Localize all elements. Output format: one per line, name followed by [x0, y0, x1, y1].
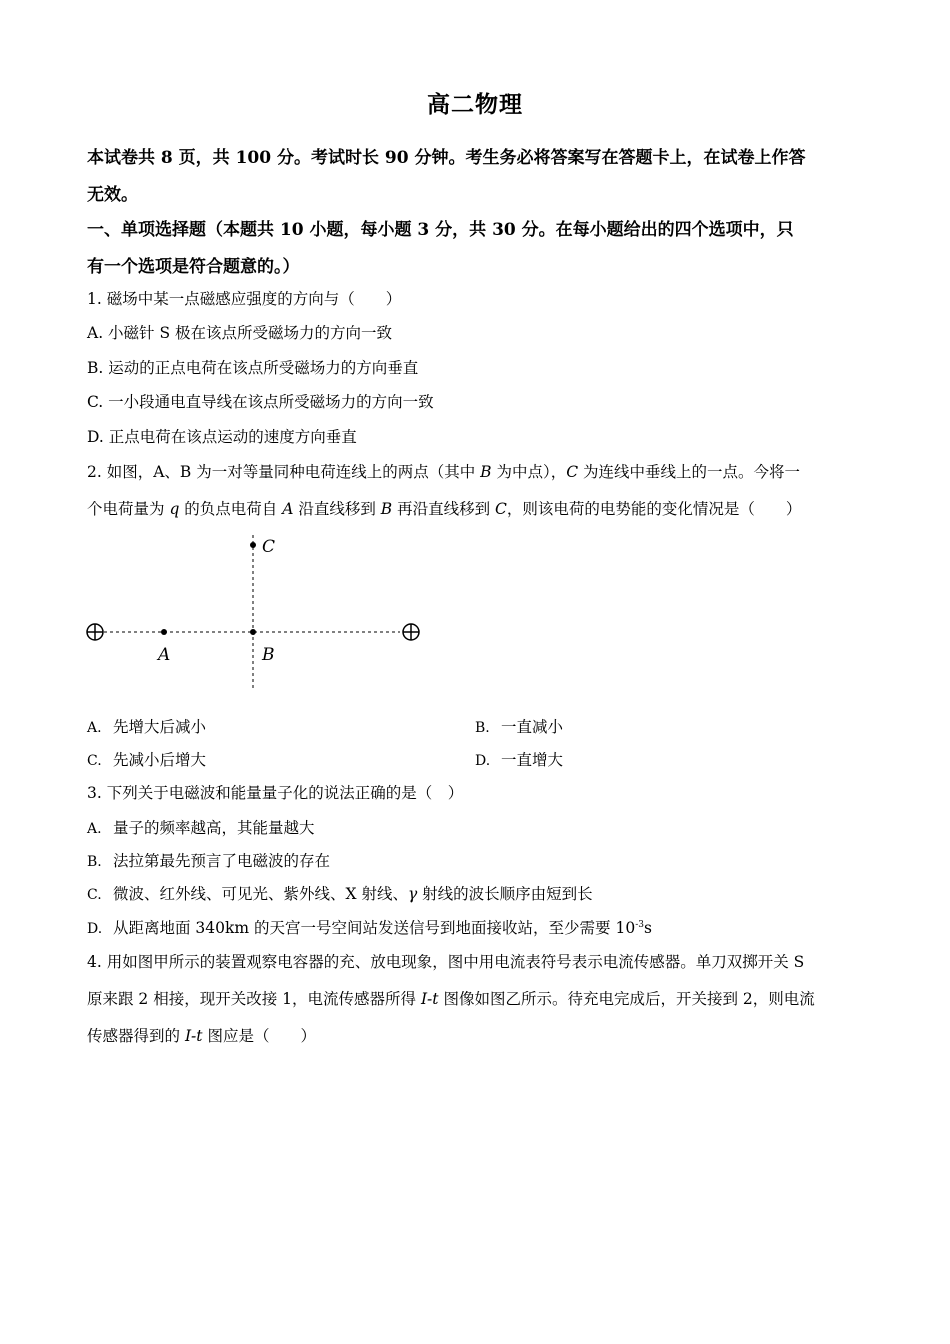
left-positive-charge-icon — [87, 624, 103, 640]
q2-option-a: A. 先增大后减小 — [87, 718, 207, 736]
point-a-dot — [161, 629, 167, 635]
q2-stem-line-1: 2. 如图，A、B 为一对等量同种电荷连线上的两点（其中 B 为中点），C 为连线中垂线上的一点。今将一 — [87, 463, 801, 481]
q1-option-d: D. 正点电荷在该点运动的速度方向垂直 — [87, 428, 357, 446]
q4-stem-line-3: 传感器得到的 I-t 图应是（ ） — [87, 1027, 316, 1045]
intro-line-1: 本试卷共 8 页，共 100 分。考试时长 90 分钟。考生务必将答案写在答题卡上，在试卷上作答 — [87, 148, 806, 168]
q4-stem-line-1: 4. 用如图甲所示的装置观察电容器的充、放电现象，图中用电流表符号表示电流传感器。单刀双掷开关 S — [87, 953, 805, 971]
section-heading-line-2: 有一个选项是符合题意的。） — [87, 257, 300, 277]
q2-option-d: D. 一直增大 — [475, 751, 564, 769]
q2-charge-diagram — [80, 530, 440, 695]
label-b: B — [262, 645, 275, 665]
q1-stem: 1. 磁场中某一点磁感应强度的方向与（ ） — [87, 290, 402, 308]
q1-option-a: A. 小磁针 S 极在该点所受磁场力的方向一致 — [87, 324, 393, 342]
q2-stem-line-2: 个电荷量为 q 的负点电荷自 A 沿直线移到 B 再沿直线移到 C，则该电荷的电势能的变化情况是（ ） — [87, 500, 802, 518]
point-c-dot — [250, 542, 256, 548]
q1-option-c: C. 一小段通电直导线在该点所受磁场力的方向一致 — [87, 393, 434, 411]
q4-stem-line-2: 原来跟 2 相接，现开关改接 1，电流传感器所得 I-t 图像如图乙所示。待充电完成后，开关接到 2，则电流 — [87, 990, 815, 1008]
section-heading-line-1: 一、单项选择题（本题共 10 小题，每小题 3 分，共 30 分。在每小题给出的四个选项中，只 — [87, 220, 794, 240]
label-a: A — [158, 645, 171, 665]
q3-stem: 3. 下列关于电磁波和能量量子化的说法正确的是（ ） — [87, 784, 464, 802]
q2-option-b: B. 一直减小 — [475, 718, 564, 736]
q3-option-c: C. 微波、红外线、可见光、紫外线、X 射线、γ 射线的波长顺序由短到长 — [87, 885, 593, 903]
q3-option-d: D. 从距离地面 340km 的天宫一号空间站发送信号到地面接收站，至少需要 $10^{-3}s$ — [87, 919, 652, 937]
intro-line-2: 无效。 — [87, 185, 138, 205]
q3-option-a: A. 量子的频率越高，其能量越大 — [87, 819, 315, 837]
q2-option-c: C. 先减小后增大 — [87, 751, 207, 769]
right-positive-charge-icon — [403, 624, 419, 640]
point-b-dot — [250, 629, 256, 635]
q3-option-b: B. 法拉第最先预言了电磁波的存在 — [87, 852, 331, 870]
page-title: 高二物理 — [427, 91, 523, 118]
label-c: C — [262, 537, 276, 557]
q1-option-b: B. 运动的正点电荷在该点所受磁场力的方向垂直 — [87, 359, 419, 377]
